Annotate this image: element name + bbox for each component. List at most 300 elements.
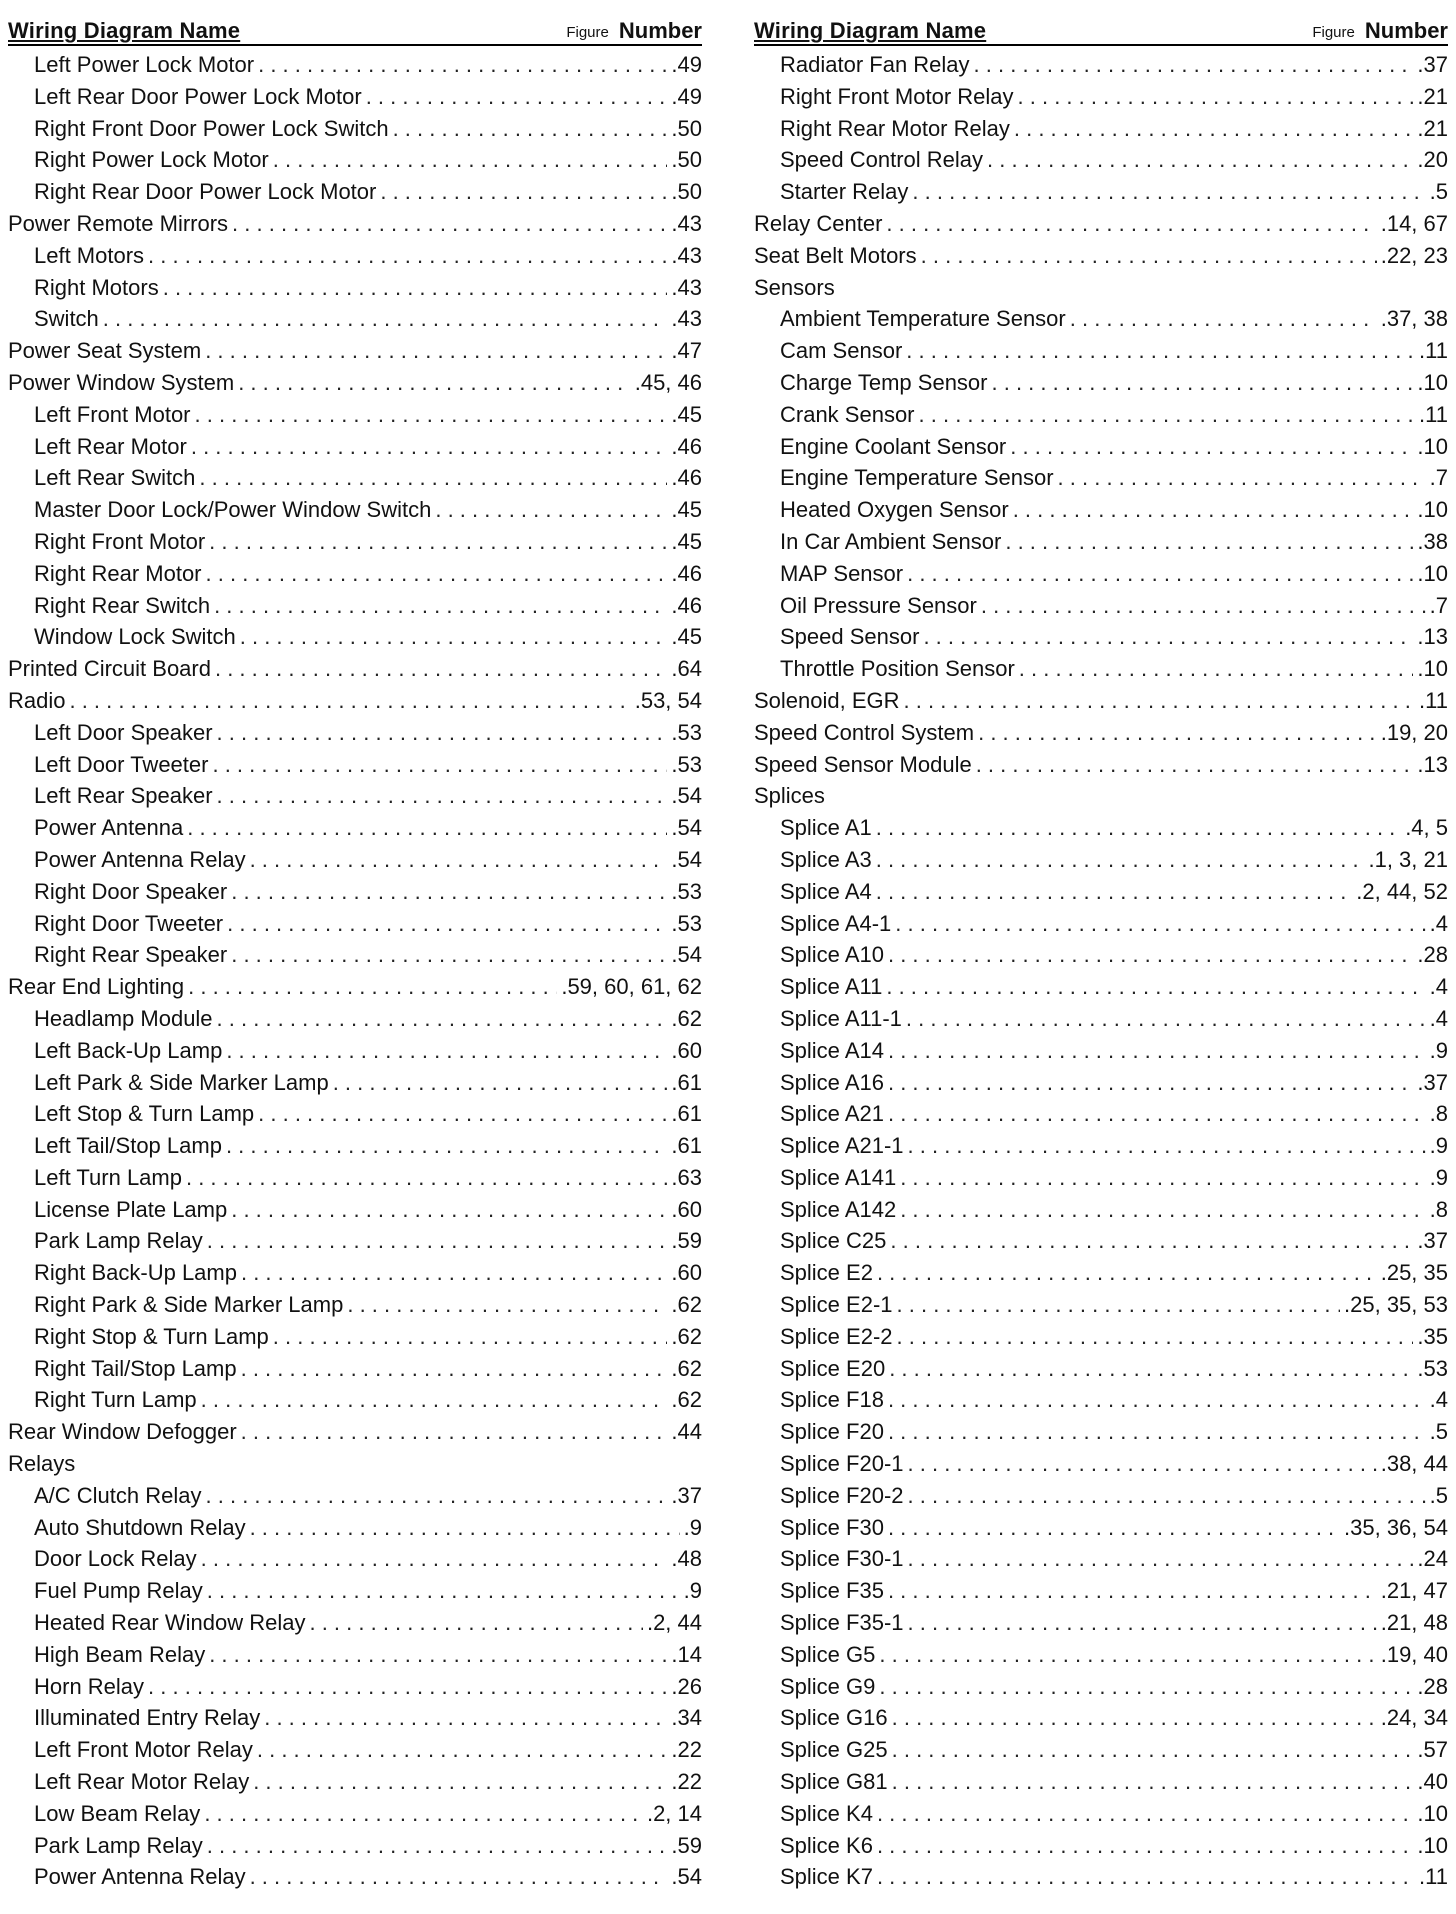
dot-leader: [976, 749, 1414, 781]
entry-name: Headlamp Module: [34, 1005, 213, 1031]
index-entry: [754, 399, 1448, 431]
index-entry: [8, 335, 702, 367]
index-entry: [8, 1035, 702, 1067]
entry-name: Speed Control System: [754, 719, 975, 745]
entry-name: Fuel Pump Relay: [34, 1578, 203, 1604]
figure-number: .64: [671, 656, 702, 682]
entry-name: Splice G16: [780, 1705, 888, 1731]
entry-name: Switch: [34, 306, 99, 332]
entry-name: Power Antenna Relay: [34, 846, 246, 872]
entry-name: Splice A3: [780, 846, 872, 872]
index-entry: [754, 1766, 1448, 1798]
figure-number: .4: [1429, 1387, 1448, 1413]
figure-number: .43: [671, 274, 702, 300]
index-entry: [754, 526, 1448, 558]
figure-number: .45: [671, 401, 702, 427]
figure-number: .10: [1417, 497, 1448, 523]
entry-name: Right Door Tweeter: [34, 910, 224, 936]
dot-leader: [912, 176, 1425, 208]
index-entry: [754, 621, 1448, 653]
figure-number: .19, 40: [1380, 1641, 1448, 1667]
dot-leader: [207, 1225, 668, 1257]
entry-name: Power Seat System: [8, 338, 202, 364]
index-entry: [754, 208, 1448, 240]
index-entry: [8, 272, 702, 304]
figure-number: .61: [671, 1133, 702, 1159]
index-entry: [8, 240, 702, 272]
index-entry: [754, 1098, 1448, 1130]
dot-leader: [209, 1639, 667, 1671]
index-list-left: [8, 49, 702, 1893]
dot-leader: [241, 1416, 668, 1448]
dot-leader: [888, 1067, 1413, 1099]
figure-number: .54: [671, 815, 702, 841]
entry-name: Splice K7: [780, 1864, 873, 1890]
dot-leader: [888, 1512, 1340, 1544]
dot-leader: [892, 1702, 1377, 1734]
dot-leader: [195, 399, 668, 431]
dot-leader: [217, 780, 668, 812]
entry-name: Left Rear Speaker: [34, 783, 213, 809]
dot-leader: [226, 1130, 667, 1162]
figure-number: .24: [1417, 1546, 1448, 1572]
entry-name: Right Power Lock Motor: [34, 147, 269, 173]
figure-number: .9: [1429, 1164, 1448, 1190]
index-entry: [754, 844, 1448, 876]
dot-leader: [258, 49, 667, 81]
figure-number: .8: [1429, 1101, 1448, 1127]
figure-number: .53: [671, 751, 702, 777]
entry-name: Splice F30: [780, 1514, 884, 1540]
entry-name: Splice G81: [780, 1769, 888, 1795]
figure-number: .48: [671, 1546, 702, 1572]
dot-leader: [1013, 494, 1414, 526]
index-entry: [8, 1130, 702, 1162]
entry-name: Park Lamp Relay: [34, 1228, 203, 1254]
index-entry: [8, 208, 702, 240]
figure-number: .10: [1417, 560, 1448, 586]
entry-name: Relay Center: [754, 210, 883, 236]
index-entry: [754, 1861, 1448, 1893]
dot-leader: [238, 367, 631, 399]
dot-leader: [877, 1830, 1413, 1862]
entry-name: Engine Temperature Sensor: [780, 465, 1054, 491]
index-entry: [754, 303, 1448, 335]
entry-name: Splice A16: [780, 1069, 884, 1095]
dot-leader: [217, 1003, 668, 1035]
figure-number: .22: [671, 1737, 702, 1763]
index-entry: [8, 1575, 702, 1607]
figure-number: .61: [671, 1101, 702, 1127]
index-entry: [8, 717, 702, 749]
figure-number: .2, 44: [646, 1610, 702, 1636]
dot-leader: [241, 1257, 667, 1289]
dot-leader: [163, 272, 668, 304]
dot-leader: [879, 1639, 1376, 1671]
figure-number: .53, 54: [634, 687, 702, 713]
entry-name: Splice A14: [780, 1037, 884, 1063]
figure-number: .9: [683, 1578, 702, 1604]
index-entry: [8, 1639, 702, 1671]
entry-name: Starter Relay: [780, 179, 909, 205]
dot-leader: [199, 462, 667, 494]
column-header: [754, 14, 1448, 46]
entry-name: Power Antenna Relay: [34, 1864, 246, 1890]
figure-number: .47: [671, 338, 702, 364]
index-entry: [754, 1512, 1448, 1544]
figure-number: .10: [1417, 1832, 1448, 1858]
dot-leader: [877, 1861, 1415, 1893]
dot-leader: [231, 876, 667, 908]
entry-name: Right Front Door Power Lock Switch: [34, 115, 389, 141]
figure-number: .37, 38: [1380, 306, 1448, 332]
figure-number: .46: [671, 592, 702, 618]
entry-name: Printed Circuit Board: [8, 656, 211, 682]
figure-number: .14, 67: [1380, 210, 1448, 236]
entry-name: Right Rear Speaker: [34, 942, 228, 968]
entry-name: Speed Sensor Module: [754, 751, 972, 777]
index-entry: [8, 749, 702, 781]
figure-number: .53: [1417, 1355, 1448, 1381]
header-number: Number: [1364, 18, 1448, 43]
index-entry: [8, 653, 702, 685]
figure-number: .1, 3, 21: [1368, 846, 1448, 872]
figure-number: .57: [1417, 1737, 1448, 1763]
index-entry: [754, 590, 1448, 622]
figure-number: .22, 23: [1380, 242, 1448, 268]
entry-name: Left Stop & Turn Lamp: [34, 1101, 255, 1127]
dot-leader: [253, 1766, 667, 1798]
entry-name: Right Park & Side Marker Lamp: [34, 1292, 344, 1318]
index-entry: [754, 1353, 1448, 1385]
index-entry: [8, 526, 702, 558]
header-figure: Figure: [1312, 24, 1355, 41]
figure-number: .35: [1417, 1323, 1448, 1349]
right-column: [754, 14, 1448, 1893]
entry-name: Speed Control Relay: [780, 147, 984, 173]
figure-number: .11: [1419, 687, 1448, 713]
figure-number: .13: [1417, 751, 1448, 777]
index-entry: [8, 1289, 702, 1321]
index-entry: [8, 399, 702, 431]
entry-name: Left Front Motor: [34, 401, 191, 427]
dot-leader: [876, 844, 1365, 876]
dot-leader: [897, 1321, 1414, 1353]
entry-name: Power Remote Mirrors: [8, 210, 229, 236]
entry-name: Splice F20: [780, 1419, 884, 1445]
dot-leader: [309, 1607, 642, 1639]
figure-number: .46: [671, 433, 702, 459]
dot-leader: [435, 494, 667, 526]
figure-number: .62: [671, 1005, 702, 1031]
dot-leader: [188, 971, 557, 1003]
dot-leader: [908, 1607, 1377, 1639]
figure-number: .2, 14: [646, 1800, 702, 1826]
index-entry: [8, 367, 702, 399]
figure-number: .21, 48: [1380, 1610, 1448, 1636]
dot-leader: [900, 1194, 1425, 1226]
dot-leader: [380, 176, 667, 208]
entry-name: Auto Shutdown Relay: [34, 1514, 246, 1540]
dot-leader: [273, 1321, 668, 1353]
dot-leader: [103, 303, 668, 335]
figure-number: .43: [671, 210, 702, 236]
entry-name: A/C Clutch Relay: [34, 1482, 202, 1508]
dot-leader: [1019, 653, 1414, 685]
index-entry: [8, 1543, 702, 1575]
figure-number: .43: [671, 242, 702, 268]
entry-name: Splice A11: [780, 974, 883, 1000]
figure-number: .43: [671, 306, 702, 332]
dot-leader: [148, 1671, 667, 1703]
dot-leader: [250, 1861, 668, 1893]
dot-leader: [888, 1575, 1377, 1607]
index-entry: [8, 1861, 702, 1893]
index-entry: [8, 81, 702, 113]
entry-name: Splice G9: [780, 1673, 876, 1699]
entry-name: Solenoid, EGR: [754, 687, 900, 713]
figure-number: .59: [671, 1832, 702, 1858]
figure-number: .59, 60, 61, 62: [561, 974, 702, 1000]
dot-leader: [264, 1702, 667, 1734]
entry-name: Left Rear Door Power Lock Motor: [34, 83, 362, 109]
figure-number: .38: [1417, 528, 1448, 554]
figure-number: .60: [671, 1196, 702, 1222]
index-entry: [8, 939, 702, 971]
entry-name: Heated Rear Window Relay: [34, 1610, 306, 1636]
entry-name: Splice A11-1: [780, 1005, 902, 1031]
index-entry: [8, 558, 702, 590]
entry-name: Right Rear Motor: [34, 560, 202, 586]
figure-number: .5: [1429, 179, 1448, 205]
figure-number: .10: [1417, 656, 1448, 682]
figure-number: .37: [1417, 1069, 1448, 1095]
dot-leader: [886, 208, 1376, 240]
index-entry: [8, 1194, 702, 1226]
figure-number: .21: [1417, 115, 1448, 141]
dot-leader: [227, 908, 667, 940]
figure-number: .5: [1429, 1482, 1448, 1508]
entry-name: High Beam Relay: [34, 1641, 206, 1667]
entry-name: Splice G25: [780, 1737, 888, 1763]
figure-number: .2, 44, 52: [1356, 878, 1448, 904]
entry-name: Splice K6: [780, 1832, 873, 1858]
entry-name: Horn Relay: [34, 1673, 145, 1699]
index-entry: [8, 1098, 702, 1130]
index-entry: [754, 1384, 1448, 1416]
figure-number: .49: [671, 83, 702, 109]
figure-number: .37: [1417, 52, 1448, 77]
entry-name: Splice A1: [780, 815, 872, 841]
entry-name: License Plate Lamp: [34, 1196, 228, 1222]
figure-number: .62: [671, 1292, 702, 1318]
figure-number: .20: [1417, 147, 1448, 173]
index-entry: [754, 685, 1448, 717]
dot-leader: [207, 1575, 680, 1607]
index-entry: [8, 685, 702, 717]
index-entry: [8, 303, 702, 335]
entry-name: Right Rear Motor Relay: [780, 115, 1010, 141]
entry-name: Splice E2-2: [780, 1323, 893, 1349]
figure-number: .9: [683, 1514, 702, 1540]
entry-name: Charge Temp Sensor: [780, 369, 988, 395]
figure-number: .54: [671, 783, 702, 809]
figure-number: .28: [1417, 1673, 1448, 1699]
figure-number: .38, 44: [1380, 1451, 1448, 1477]
index-entry: [8, 908, 702, 940]
entry-name: Left Park & Side Marker Lamp: [34, 1069, 329, 1095]
dot-leader: [212, 749, 667, 781]
dot-leader: [900, 1162, 1425, 1194]
entry-name: Left Back-Up Lamp: [34, 1037, 223, 1063]
index-entry: [754, 367, 1448, 399]
index-entry: [8, 1416, 702, 1448]
index-entry: [754, 49, 1448, 81]
left-column: [8, 14, 702, 1893]
index-entry: [8, 1702, 702, 1734]
entry-name: Splice A10: [780, 942, 884, 968]
index-entry: [754, 144, 1448, 176]
figure-number: .11: [1419, 401, 1448, 427]
index-entry: [8, 1734, 702, 1766]
figure-number: .44: [671, 1419, 702, 1445]
dot-leader: [978, 717, 1377, 749]
entry-name: Splice F20-1: [780, 1451, 904, 1477]
section-heading: [754, 780, 1448, 812]
index-entry: [754, 494, 1448, 526]
figure-number: .62: [671, 1387, 702, 1413]
figure-number: .40: [1417, 1769, 1448, 1795]
index-entry: [8, 1512, 702, 1544]
entry-name: Splice C25: [780, 1228, 887, 1254]
dot-leader: [992, 367, 1414, 399]
figure-number: .10: [1417, 369, 1448, 395]
entry-name: Splice A142: [780, 1196, 897, 1222]
figure-number: .7: [1429, 592, 1448, 618]
figure-number: .11: [1419, 1864, 1448, 1890]
section-heading: [754, 272, 1448, 304]
index-entry: [754, 1734, 1448, 1766]
dot-leader: [876, 812, 1401, 844]
dot-leader: [908, 1543, 1414, 1575]
dot-leader: [892, 1734, 1414, 1766]
entry-name: Illuminated Entry Relay: [34, 1705, 261, 1731]
dot-leader: [206, 558, 668, 590]
dot-leader: [257, 1734, 668, 1766]
entry-name: Window Lock Switch: [34, 624, 236, 650]
dot-leader: [879, 1671, 1413, 1703]
entry-name: Splice F18: [780, 1387, 884, 1413]
figure-number: .62: [671, 1355, 702, 1381]
dot-leader: [1058, 462, 1426, 494]
dot-leader: [907, 558, 1413, 590]
figure-number: .53: [671, 910, 702, 936]
index-entry: [754, 1607, 1448, 1639]
entry-name: Left Front Motor Relay: [34, 1737, 253, 1763]
entry-name: Splice F35: [780, 1578, 884, 1604]
figure-number: .4: [1429, 974, 1448, 1000]
entry-name: Crank Sensor: [780, 401, 915, 427]
entry-name: Throttle Position Sensor: [780, 656, 1015, 682]
index-entry: [754, 1067, 1448, 1099]
index-entry: [8, 844, 702, 876]
entry-name: Left Door Tweeter: [34, 751, 209, 777]
entry-name: Right Back-Up Lamp: [34, 1260, 237, 1286]
dot-leader: [204, 1798, 643, 1830]
dot-leader: [217, 717, 668, 749]
dot-leader: [981, 590, 1426, 622]
figure-number: .46: [671, 560, 702, 586]
figure-number: .8: [1429, 1196, 1448, 1222]
index-entry: [8, 1607, 702, 1639]
index-entry: [754, 939, 1448, 971]
figure-number: .60: [671, 1260, 702, 1286]
dot-leader: [191, 431, 668, 463]
entry-name: Left Rear Motor: [34, 433, 187, 459]
figure-number: .54: [671, 846, 702, 872]
dot-leader: [250, 1512, 680, 1544]
dot-leader: [987, 144, 1413, 176]
figure-number: .34: [671, 1705, 702, 1731]
dot-leader: [226, 1035, 667, 1067]
entry-name: Right Front Motor: [34, 528, 206, 554]
dot-leader: [1070, 303, 1377, 335]
figure-number: .49: [671, 52, 702, 77]
figure-number: .45, 46: [634, 369, 702, 395]
entry-name: Radiator Fan Relay: [780, 52, 970, 77]
index-entry: [8, 462, 702, 494]
index-entry: [8, 1671, 702, 1703]
index-entry: [754, 431, 1448, 463]
figure-number: .4: [1429, 1005, 1448, 1031]
figure-number: .24, 34: [1380, 1705, 1448, 1731]
dot-leader: [897, 1289, 1341, 1321]
dot-leader: [906, 335, 1415, 367]
index-entry: [8, 1162, 702, 1194]
dot-leader: [393, 113, 668, 145]
index-entry: [754, 1480, 1448, 1512]
dot-leader: [205, 335, 667, 367]
dot-leader: [201, 1384, 668, 1416]
dot-leader: [908, 1448, 1377, 1480]
entry-name: Splice A21-1: [780, 1133, 904, 1159]
figure-number: .60: [671, 1037, 702, 1063]
index-list-right: [754, 49, 1448, 1893]
index-entry: [8, 1225, 702, 1257]
entry-name: Seat Belt Motors: [754, 242, 917, 268]
dot-leader: [1014, 113, 1414, 145]
dot-leader: [890, 1225, 1413, 1257]
dot-leader: [888, 1384, 1426, 1416]
entry-name: Splices: [754, 783, 825, 809]
entry-name: Right Tail/Stop Lamp: [34, 1355, 237, 1381]
entry-name: Rear Window Defogger: [8, 1419, 237, 1445]
entry-name: Right Rear Switch: [34, 592, 211, 618]
column-header: [8, 14, 702, 46]
header-figure: Figure: [566, 24, 609, 41]
index-entry: [754, 717, 1448, 749]
index-entry: [8, 144, 702, 176]
index-entry: [754, 876, 1448, 908]
figure-number: .53: [671, 878, 702, 904]
index-entry: [754, 1035, 1448, 1067]
dot-leader: [214, 590, 667, 622]
entry-name: Left Motors: [34, 242, 145, 268]
figure-number: .13: [1417, 624, 1448, 650]
dot-leader: [908, 1130, 1426, 1162]
entry-name: Heated Oxygen Sensor: [780, 497, 1009, 523]
entry-name: Splice F35-1: [780, 1610, 904, 1636]
